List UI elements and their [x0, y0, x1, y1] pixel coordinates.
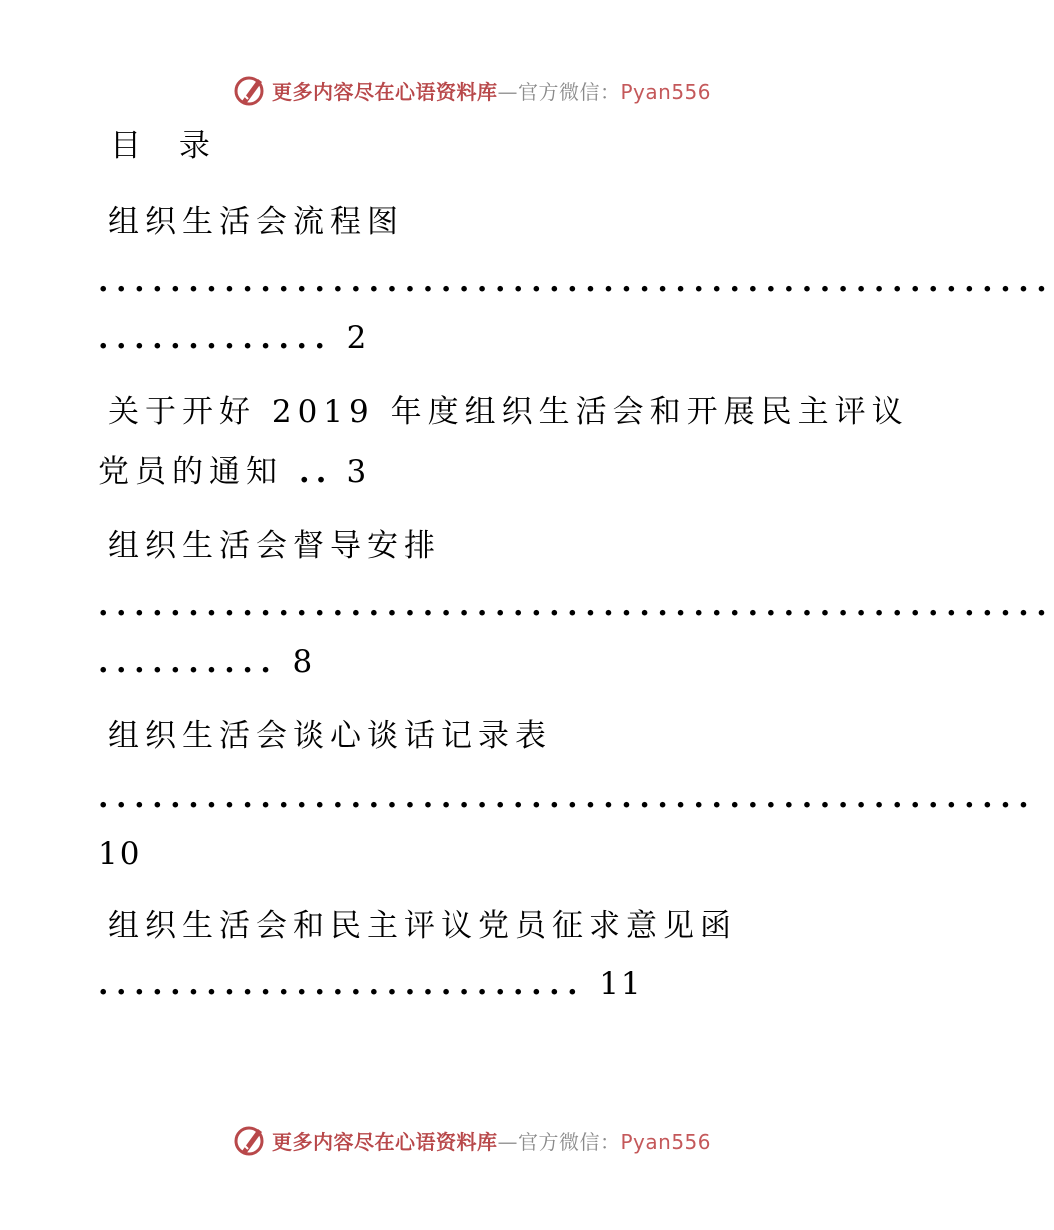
- toc-entry-title: 组织生活会和民主评议党员征求意见函: [108, 908, 737, 944]
- toc-page-number: 8: [292, 644, 315, 680]
- toc-leader-dots: .....................................................: [98, 264, 1054, 299]
- toc-page-number: 2: [346, 320, 369, 356]
- pen-logo-icon: [232, 73, 266, 107]
- banner-text: 更多内容尽在心语资料库—官方微信：Pyan556: [272, 79, 712, 104]
- toc-page-number: 11: [599, 966, 643, 1002]
- banner-text: 更多内容尽在心语资料库—官方微信：Pyan556: [272, 1129, 712, 1154]
- pen-logo-icon: [232, 1123, 266, 1157]
- toc-title: 目 录: [110, 128, 224, 164]
- toc-leader-dots: .....................................................: [98, 588, 1054, 623]
- header-banner: [232, 70, 711, 110]
- toc-page-number: 3: [346, 454, 369, 490]
- toc-leader-dots: .......... 8: [98, 644, 315, 680]
- toc-entry-title: 组织生活会督导安排: [108, 528, 441, 564]
- footer-banner: [232, 1120, 711, 1160]
- toc-entry-title-cont: 党员的通知 .. 3: [98, 454, 369, 490]
- toc-entry-title: 组织生活会流程图: [108, 204, 404, 240]
- toc-entry-title: 组织生活会谈心谈话记录表: [108, 718, 552, 754]
- toc-leader-dots: ............. 2: [98, 320, 369, 356]
- toc-entry-title: 关于开好 2019 年度组织生活会和开展民主评议: [108, 394, 909, 430]
- toc-page-number: 10: [98, 836, 142, 872]
- toc-leader-dots: ........................... 11: [98, 966, 643, 1002]
- toc-leader-dots: ....................................................: [98, 780, 1037, 815]
